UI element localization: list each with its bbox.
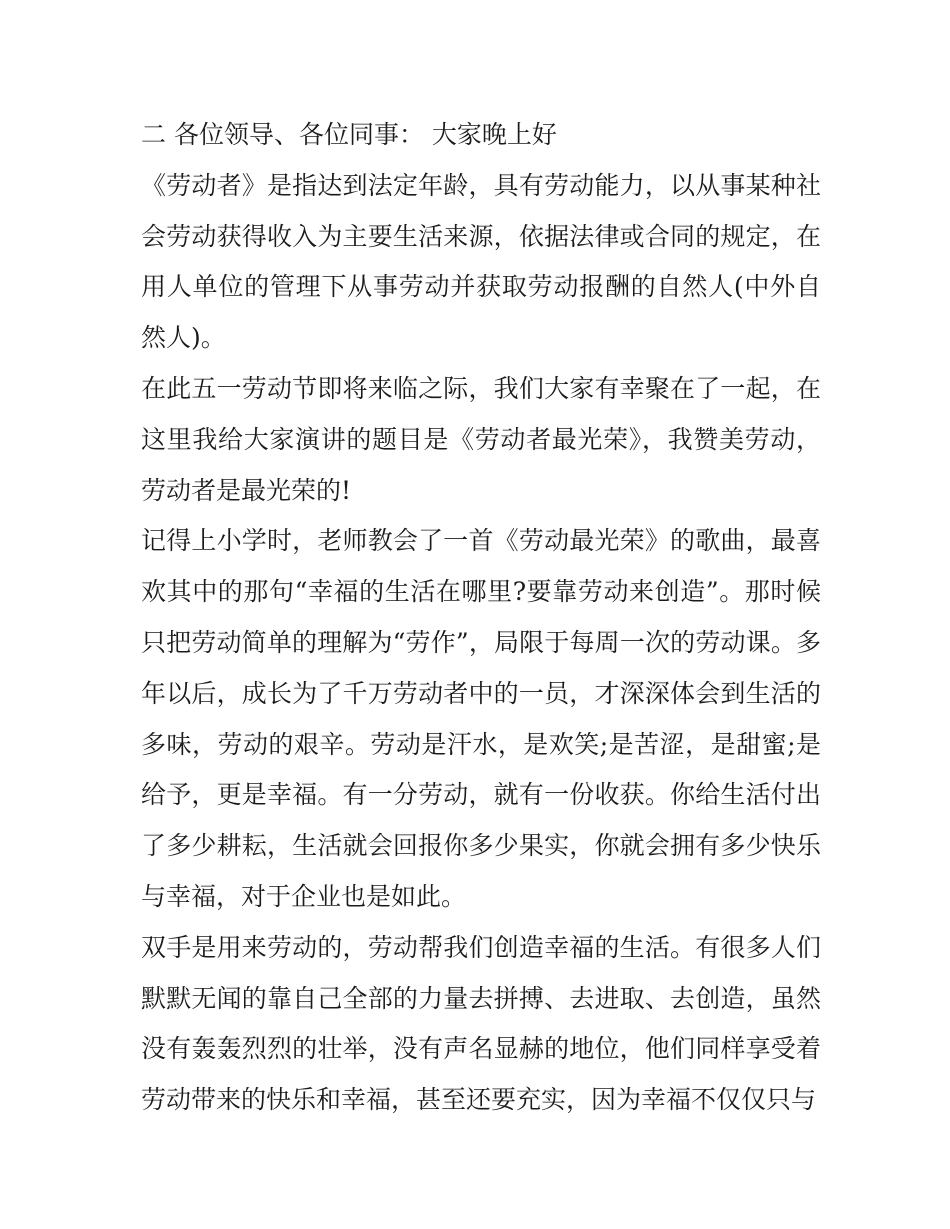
document-heading: 二 各位领导、各位同事： 大家晚上好 xyxy=(141,120,557,149)
paragraph-definition: 《劳动者》是指达到法定年龄，具有劳动能力，以从事某种社会劳动获得收入为主要生活来源，依据法律或合同的规定，在用人单位的管理下从事劳动并获取劳动报酬的自然人(中外自然人)。 xyxy=(141,170,821,353)
paragraph-memory: 记得上小学时，老师教会了一首《劳动最光荣》的歌曲，最喜欢其中的那句“幸福的生活在哪里?要靠劳动来创造”。那时候只把劳动简单的理解为“劳作”，局限于每周一次的劳动课。多年以后，成长为了千万劳动者中的一员，才深深体会到生活的多味，劳动的艰辛。劳动是汗水，是欢笑;是苦涩，是甜蜜;是给予，更是幸福。有一分劳动，就有一份收获。你给生活付出了多少耕耘，生活就会回报你多少果实，你就会拥有多少快乐与幸福，对于企业也是如此。 xyxy=(141,526,821,911)
paragraph-topic: 在此五一劳动节即将来临之际，我们大家有幸聚在了一起，在这里我给大家演讲的题目是《劳动者最光荣》，我赞美劳动，劳动者是最光荣的! xyxy=(141,373,821,505)
document-body xyxy=(141,110,821,1126)
paragraph-hands: 双手是用来劳动的，劳动帮我们创造幸福的生活。有很多人们默默无闻的靠自己全部的力量去拼搏、去进取、去创造，虽然没有轰轰烈烈的壮举，没有声名显赫的地位，他们同样享受着劳动带来的快乐和幸福，甚至还要充实，因为幸福不仅仅只与 xyxy=(141,932,821,1115)
